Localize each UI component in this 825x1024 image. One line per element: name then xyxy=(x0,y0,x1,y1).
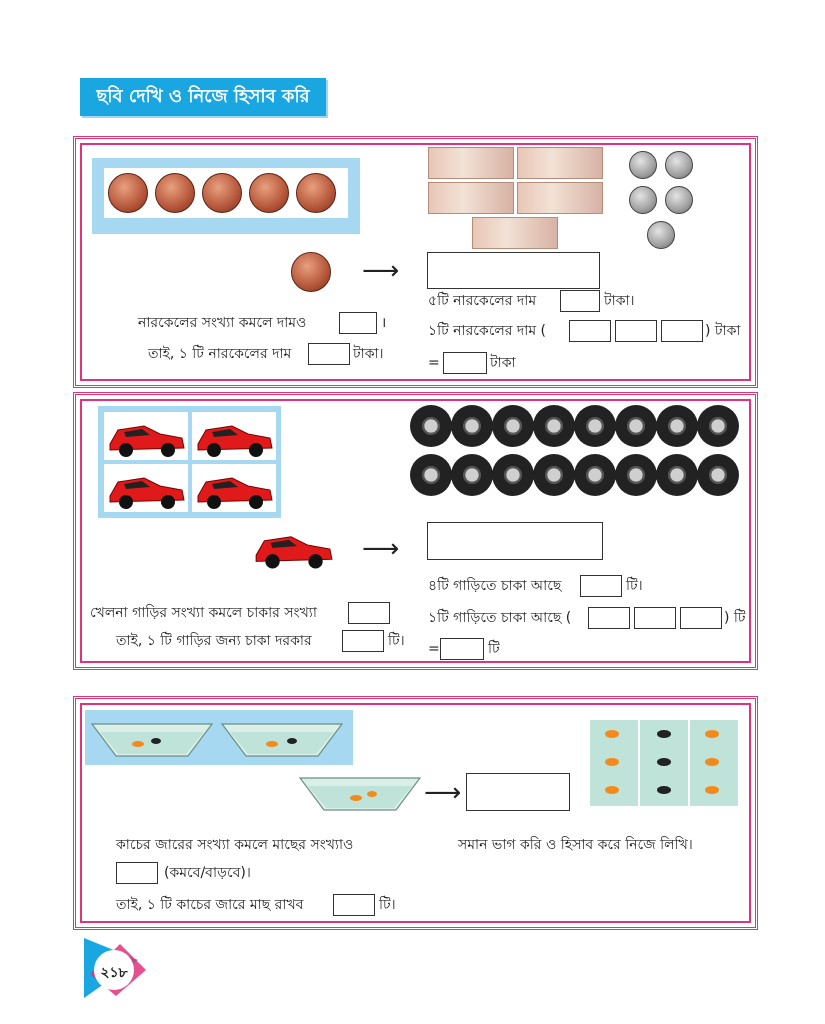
banknote-image xyxy=(428,182,514,214)
answer-box[interactable] xyxy=(342,630,384,652)
tire-image xyxy=(410,405,452,447)
arrow-right-icon: ⟶ xyxy=(424,778,462,808)
answer-box[interactable] xyxy=(339,312,377,334)
answer-box[interactable] xyxy=(560,290,600,312)
tire-image xyxy=(697,454,739,496)
answer-box[interactable] xyxy=(116,862,158,884)
tire-image xyxy=(451,405,493,447)
one-car-formula-text: ১টি গাড়িতে চাকা আছে ( xyxy=(428,610,572,626)
fish-grid-image xyxy=(590,720,738,806)
text-end: । xyxy=(381,315,387,331)
text-end: টি xyxy=(488,641,500,657)
text-end: ) টি xyxy=(724,610,746,626)
coin-image xyxy=(665,186,693,214)
tire-image xyxy=(615,454,657,496)
fish-jar-image xyxy=(90,716,214,760)
single-fish-jar-image xyxy=(298,770,422,814)
single-coconut-image xyxy=(291,252,331,292)
page-number-badge xyxy=(80,934,150,1000)
text-end: টি। xyxy=(379,897,396,913)
coin-image xyxy=(647,221,675,249)
banknote-image xyxy=(517,147,603,179)
tire-image xyxy=(656,405,698,447)
answer-box[interactable] xyxy=(333,894,375,916)
coconut-image xyxy=(108,173,148,213)
tire-image xyxy=(492,454,534,496)
answer-box[interactable] xyxy=(680,607,722,629)
coin-image xyxy=(629,151,657,179)
answer-box[interactable] xyxy=(634,607,676,629)
single-car-image xyxy=(250,522,336,572)
tire-image xyxy=(451,454,493,496)
coconut-answer-box[interactable] xyxy=(427,252,600,289)
section-title: ছবি দেখি ও নিজে হিসাব করি xyxy=(80,78,326,116)
text-end: টি। xyxy=(626,578,643,594)
banknote-image xyxy=(517,182,603,214)
equals-sign: = xyxy=(428,355,440,371)
answer-box[interactable] xyxy=(308,343,350,365)
answer-box[interactable] xyxy=(588,607,630,629)
tire-image xyxy=(533,454,575,496)
answer-box[interactable] xyxy=(569,320,611,342)
coin-image xyxy=(665,151,693,179)
fish-jar-image xyxy=(220,716,344,760)
divide-equally-instruction: সমান ভাগ করি ও হিসাব করে নিজে লিখি। xyxy=(458,837,693,853)
coin-image xyxy=(629,186,657,214)
coconut-image xyxy=(296,173,336,213)
decrease-increase-choice-text: (কমবে/বাড়বে)। xyxy=(164,865,251,881)
banknote-image xyxy=(428,147,514,179)
answer-box[interactable] xyxy=(440,638,484,660)
answer-box[interactable] xyxy=(443,352,487,374)
answer-box[interactable] xyxy=(348,602,390,624)
arrow-right-icon: ⟶ xyxy=(362,534,400,564)
coconut-image xyxy=(202,173,242,213)
coconut-image xyxy=(249,173,289,213)
page-number: ২১৮ xyxy=(100,965,128,981)
one-car-wheel-text: তাই, ১ টি গাড়ির জন্য চাকা দরকার xyxy=(116,633,312,649)
red-car-image xyxy=(104,412,188,460)
one-jar-fish-text: তাই, ১ টি কাচের জারে মাছ রাখব xyxy=(116,897,304,913)
fish-answer-box[interactable] xyxy=(466,773,570,811)
red-car-image xyxy=(192,464,276,512)
answer-box[interactable] xyxy=(661,320,703,342)
fish-decrease-text: কাচের জারের সংখ্যা কমলে মাছের সংখ্যাও xyxy=(116,837,354,853)
answer-box[interactable] xyxy=(615,320,657,342)
tire-image xyxy=(574,405,616,447)
car-wheel-decrease-text: খেলনা গাড়ির সংখ্যা কমলে চাকার সংখ্যা xyxy=(90,605,317,621)
red-car-image xyxy=(192,412,276,460)
car-answer-box[interactable] xyxy=(427,522,603,560)
text-end: টাকা xyxy=(490,355,516,371)
one-coconut-formula-text: ১টি নারকেলের দাম ( xyxy=(428,323,547,339)
red-car-image xyxy=(104,464,188,512)
banknote-image xyxy=(472,217,558,249)
text-end: টাকা। xyxy=(353,346,384,362)
tire-image xyxy=(410,454,452,496)
four-car-wheel-text: ৪টি গাড়িতে চাকা আছে xyxy=(428,578,562,594)
one-coconut-price-text: তাই, ১ টি নারকেলের দাম xyxy=(148,346,292,362)
equals-sign: = xyxy=(428,641,440,657)
text-end: টাকা। xyxy=(604,293,635,309)
coconut-price-decrease-text: নারকেলের সংখ্যা কমলে দামও xyxy=(138,315,307,331)
tire-image xyxy=(697,405,739,447)
answer-box[interactable] xyxy=(580,575,622,597)
text-end: টি। xyxy=(388,633,405,649)
text-end: ) টাকা xyxy=(705,323,741,339)
tire-image xyxy=(615,405,657,447)
arrow-right-icon: ⟶ xyxy=(362,256,400,286)
tire-image xyxy=(492,405,534,447)
tire-image xyxy=(574,454,616,496)
five-coconut-price-text: ৫টি নারকেলের দাম xyxy=(428,293,537,309)
tire-image xyxy=(656,454,698,496)
tire-image xyxy=(533,405,575,447)
coconut-image xyxy=(155,173,195,213)
